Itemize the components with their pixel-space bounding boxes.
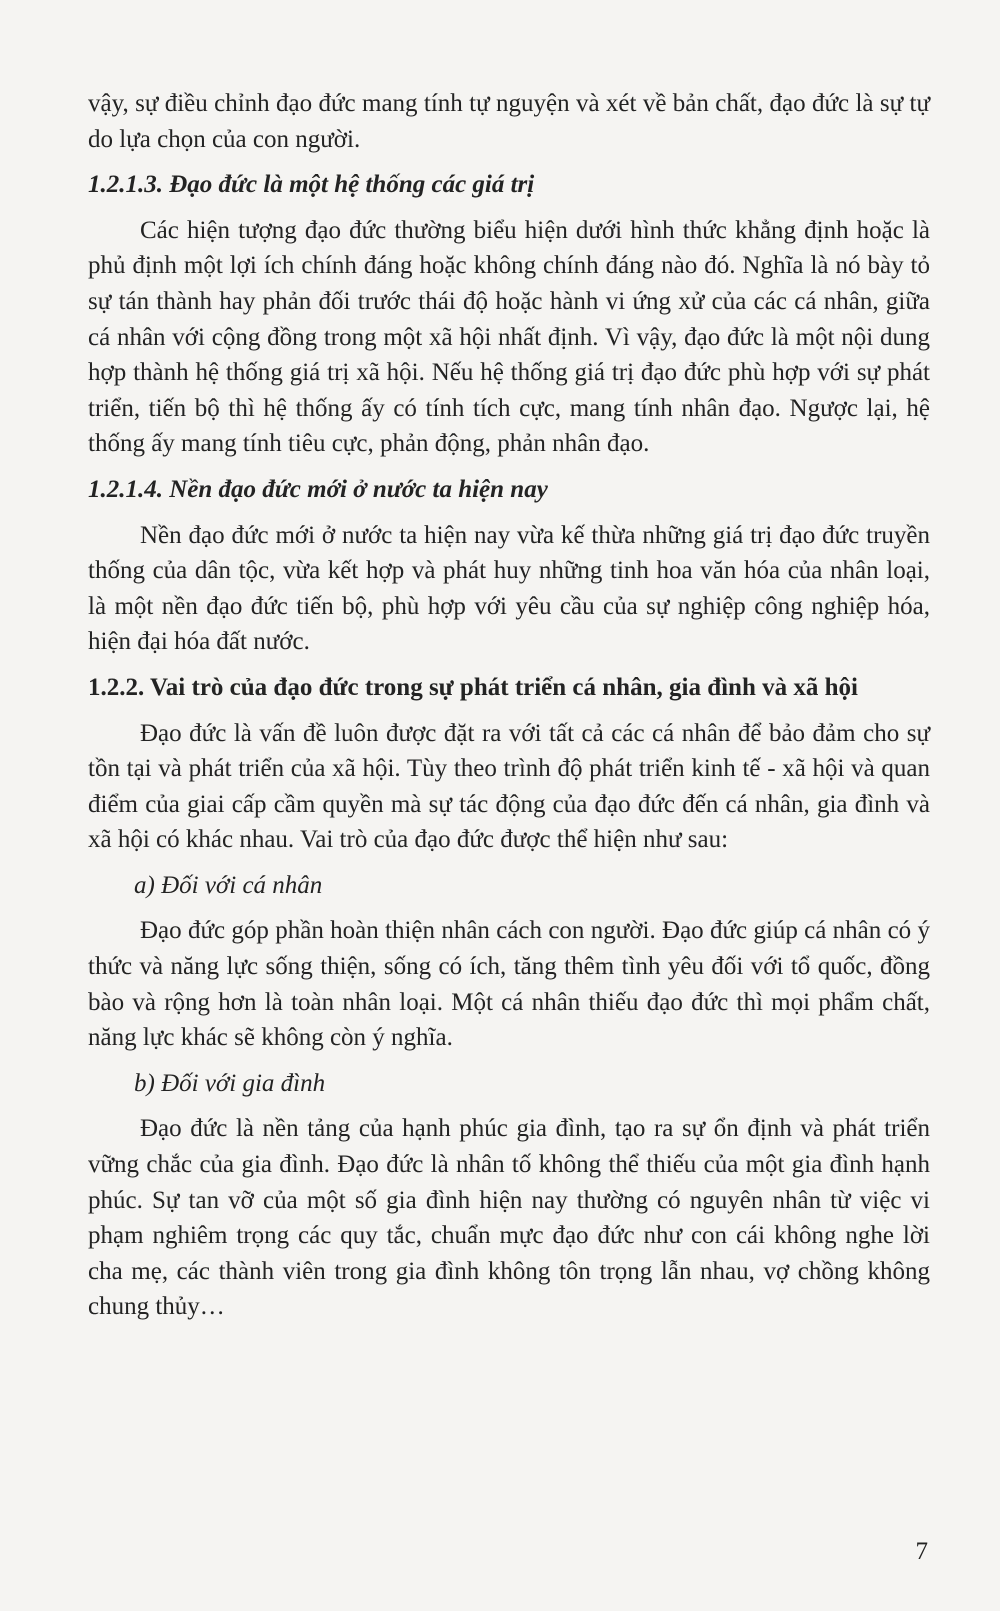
paragraph-family: Đạo đức là nền tảng của hạnh phúc gia đình, tạo ra sự ổn định và phát triển vững chắc của gia đình. Đạo đức là nhân tố không thể thiếu của một gia đình hạnh phúc. Sự tan vỡ của một số gia đình hiện nay thường có nguyên nhân từ việc vi phạm nghiêm trọng các quy tắc, chuẩn mực đạo đức như con cái không nghe lời cha mẹ, các thành viên trong gia đình không tôn trọng lẫn nhau, vợ chồng không chung thủy… <box>88 1115 930 1321</box>
page-number: 7 <box>915 1538 928 1565</box>
paragraph-individual: Đạo đức góp phần hoàn thiện nhân cách con người. Đạo đức giúp cá nhân có ý thức và năng lực sống thiện, sống có ích, tăng thêm tình yêu đối với tổ quốc, đồng bào và rộng hơn là toàn nhân loại. Một cá nhân thiếu đạo đức thì mọi phẩm chất, năng lực khác sẽ không còn ý nghĩa. <box>88 917 930 1052</box>
page-content <box>88 86 930 1335</box>
section-heading-1-2-2: 1.2.2. Vai trò của đạo đức trong sự phát triển cá nhân, gia đình và xã hội <box>88 673 858 701</box>
section-heading-1-2-1-3: 1.2.1.3. Đạo đức là một hệ thống các giá trị <box>88 171 535 199</box>
subheading-individual: a) Đối với cá nhân <box>134 871 323 899</box>
paragraph-new-ethics: Nền đạo đức mới ở nước ta hiện nay vừa kế thừa những giá trị đạo đức truyền thống của dân tộc, vừa kết hợp và phát huy những tinh hoa văn hóa của nhân loại, là một nền đạo đức tiến bộ, phù hợp với yêu cầu của sự nghiệp công nghiệp hóa, hiện đại hóa đất nước. <box>88 521 930 656</box>
paragraph-role-of-ethics: Đạo đức là vấn đề luôn được đặt ra với tất cả các cá nhân để bảo đảm cho sự tồn tại và phát triển của xã hội. Tùy theo trình độ phát triển kinh tế - xã hội và quan điểm của giai cấp cầm quyền mà sự tác động của đạo đức đến cá nhân, gia đình và xã hội có khác nhau. Vai trò của đạo đức được thể hiện như sau: <box>88 719 930 854</box>
paragraph-continuation: vậy, sự điều chỉnh đạo đức mang tính tự nguyện và xét về bản chất, đạo đức là sự tự do lựa chọn của con người. <box>88 90 930 153</box>
subheading-family: b) Đối với gia đình <box>134 1069 326 1097</box>
paragraph-value-system: Các hiện tượng đạo đức thường biểu hiện dưới hình thức khẳng định hoặc là phủ định một lợi ích chính đáng hoặc không chính đáng nào đó. Nghĩa là nó bày tỏ sự tán thành hay phản đối trước thái độ hoặc hành vi ứng xử của các cá nhân, giữa cá nhân với cộng đồng trong một xã hội nhất định. Vì vậy, đạo đức là một nội dung hợp thành hệ thống giá trị xã hội. Nếu hệ thống giá trị đạo đức phù hợp với sự phát triển, tiến bộ thì hệ thống ấy có tính tích cực, mang tính nhân đạo. Ngược lại, hệ thống ấy mang tính tiêu cực, phản động, phản nhân đạo. <box>88 216 930 458</box>
section-heading-1-2-1-4: 1.2.1.4. Nền đạo đức mới ở nước ta hiện nay <box>88 475 548 503</box>
